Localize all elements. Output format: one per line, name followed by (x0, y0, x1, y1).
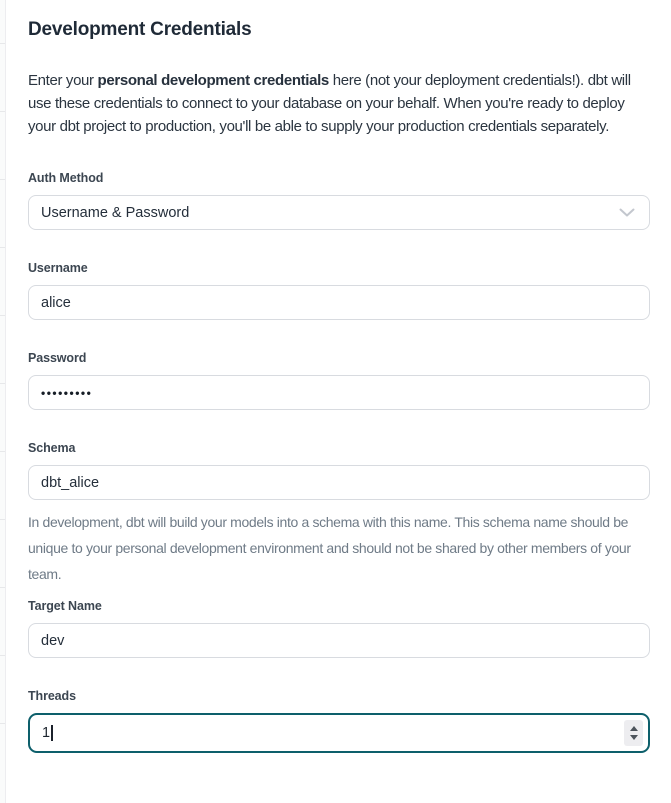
stepper-down-icon[interactable] (630, 735, 638, 740)
schema-label: Schema (28, 441, 76, 455)
target-name-input[interactable] (28, 623, 650, 658)
auth-method-field-group (28, 171, 650, 230)
auth-method-select[interactable] (28, 195, 650, 230)
page-title: Development Credentials (28, 19, 252, 40)
username-field-group (28, 261, 650, 320)
threads-input[interactable] (28, 713, 650, 753)
chevron-down-icon (619, 208, 635, 217)
intro-text-before: Enter your (28, 72, 98, 89)
auth-method-label: Auth Method (28, 171, 104, 185)
number-stepper[interactable] (624, 720, 643, 746)
stepper-up-icon[interactable] (630, 726, 638, 731)
intro-text-after: here (not your deployment credentials!). dbt will use these credentials to connect to your database on your behalf. When you're ready to deploy your dbt project to production, you'll be able to supply your production credentials separately. (28, 72, 631, 135)
password-field-group (28, 351, 650, 410)
password-input[interactable] (28, 375, 650, 410)
intro-text (28, 69, 650, 138)
schema-input[interactable] (28, 465, 650, 500)
password-label: Password (28, 351, 87, 365)
threads-field-group (28, 689, 650, 753)
text-cursor (51, 725, 53, 741)
threads-label: Threads (28, 689, 76, 703)
username-input[interactable] (28, 285, 650, 320)
username-label: Username (28, 261, 88, 275)
threads-value: 1 (42, 725, 51, 741)
intro-text-bold: personal development credentials (97, 72, 329, 89)
schema-help-text: In development, dbt will build your models into a schema with this name. This schema name should be unique to your personal development environment and should not be shared by other members of your team. (28, 514, 631, 582)
target-name-field-group (28, 599, 650, 658)
schema-field-group (28, 441, 650, 587)
target-name-label: Target Name (28, 599, 102, 613)
auth-method-selected-value: Username & Password (41, 204, 190, 221)
